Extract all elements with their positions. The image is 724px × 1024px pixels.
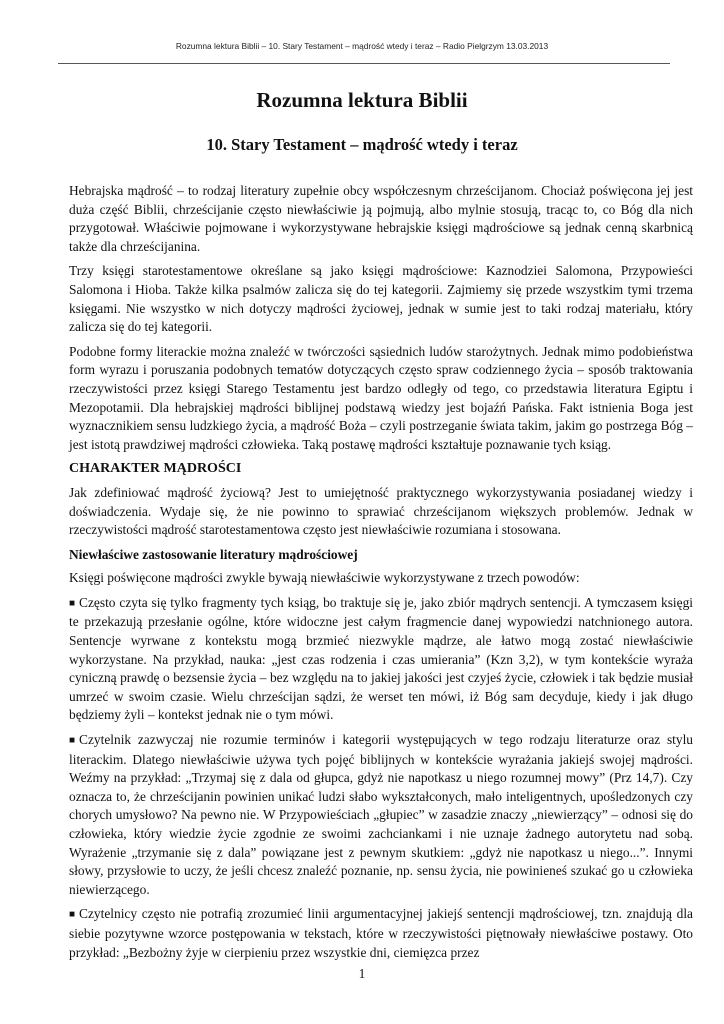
bullet-text: Czytelnicy często nie potrafią zrozumieć linii argumentacyjnej jakiejś sentencji mądrościowej, tzn. znajdują dla siebie pozytywne wzorce postępowania w tekstach, które w rzeczywistości piętnowały niewłaściwe postawy. Oto przykład: „Bezbożny żyje w cierpieniu przez wszystkie dni, ciemięzca przez [69, 906, 693, 960]
bullet-text: Czytelnik zazwyczaj nie rozumie terminów i kategorii występujących w tego rodzaju literaturze oraz stylu literackim. Dlatego niewłaściwie używa tych pojęć biblijnych w kontekście wyrażania jakiejś swojej mądrości. Weźmy na przykład: „Trzymaj się z dala od głupca, gdyż nie napotkasz u niego rozumnej mowy” (Prz 14,7). Czy oznacza to, że chrześcijanin powinien unikać ludzi słabo wykształconych, mało inteligentnych, upośledzonych czy chorych umysłowo? Na pewno nie. W Przypowieściach „głupiec” w zasadzie znaczy „niewierzący” – odnosi się do człowieka, który wiedzie życie zgodnie ze swoimi zachciankami i nie uznaje żadnego autorytetu nad sobą. Wyrażenie „trzymanie się z dala” powiązane jest z pewnym skutkiem: „gdyż nie napotkasz u niego...”. Innymi słowy, przysłowie to uczy, że jeśli chcesz znaleźć poznanie, np. sensu życia, nie powinieneś szukać go u człowieka niewierzącego. [69, 732, 693, 897]
paragraph-forms: Podobne formy literackie można znaleźć w twórczości sąsiednich ludów starożytnych. Jednak mimo podobieństwa form wyrazu i poruszania podobnych tematów dotyczących często spraw codziennego życia – sposób traktowania rzeczywistości przez księgi Starego Testamentu jest bardzo odległy od tego, co przedstawia literatura Egiptu i Mezopotamii. Dla hebrajskiej mądrości biblijnej podstawą wiedzy jest bojaźń Pańska. Fakt istnienia Boga jest wyznacznikiem sensu ludzkiego życia, a mądrość Boża – czyli postrzeganie świata takim, jakim go postrzega Bóg – jest istotą prawdziwej mądrości człowieka. Taką postawę mądrości kształtuje poznawanie tych ksiąg. [69, 343, 693, 452]
paragraph-intro: Hebrajska mądrość – to rodzaj literatury zupełnie obcy współczesnym chrześcijanom. Chociaż poświęcona jej jest duża część Biblii, chrześcijanie często niewłaściwie ją pojmują, albo mylnie stosują, tracąc to, co Bóg dla nich przygotował. Właściwie pojmowane i wykorzystywane hebrajskie księgi mądrościowe są jednak cenną skarbnicą także dla chrześcijanina. [69, 183, 693, 254]
paragraph-definition: Jak zdefiniować mądrość życiową? Jest to umiejętność praktycznego wykorzystywania posiadanej wiedzy i doświadczenia. Wydaje się, że nie powinno to sprawiać chrześcijanom większych problemów. Jednak w rzeczywistości mądrość starotestamentowa często jest niewłaściwie rozumiana i stosowana. [69, 484, 693, 538]
section-heading: CHARAKTER MĄDROŚCI [69, 461, 242, 477]
subsection-heading: Niewłaściwe zastosowanie literatury mądrościowej [69, 546, 358, 562]
page-number: 1 [358, 966, 366, 981]
bullet-item-terms [69, 731, 693, 899]
paragraph-reasons-intro: Księgi poświęcone mądrości zwykle bywają niewłaściwie wykorzystywane z trzech powodów: [69, 570, 580, 586]
bullet-item-argument [69, 905, 693, 962]
square-bullet-icon: ■ [69, 597, 76, 609]
running-header: Rozumna lektura Biblii – 10. Stary Testament – mądrość wtedy i teraz – Radio Pielgrzym 13.03.2013 [175, 41, 549, 51]
square-bullet-icon: ■ [69, 909, 76, 921]
header-rule [58, 63, 670, 64]
document-subtitle: 10. Stary Testament – mądrość wtedy i teraz [206, 135, 518, 154]
square-bullet-icon: ■ [69, 735, 76, 747]
paragraph-books: Trzy księgi starotestamentowe określane są jako księgi mądrościowe: Kaznodziei Salomona, Przypowieści Salomona i Hioba. Także kilka psalmów zalicza się do tej kategorii. Zajmiemy się przede wszystkim tymi trzema księgami. Nie wszystko w nich dotyczy mądrości życiowej, jednak w sumie jest to taki rodzaj materiału, który zalicza się do tej kategorii. [69, 263, 693, 335]
bullet-text: Często czyta się tylko fragmenty tych ksiąg, bo traktuje się je, jako zbiór mądrych sentencji. A tymczasem księgi te przekazują przesłanie ogólne, które widoczne jest całym fragmencie danej wypowiedzi natchnionego autora. Sentencje wyrwane z kontekstu mogą brzmieć niezwykle mądrze, ale łatwo mogą zostać niewłaściwie wykorzystane. Na przykład, nauka: „jest czas rodzenia i czas umierania” (Kzn 3,2), w tym kontekście wyraża cyniczną prawdę o bezsensie życia – bez względu na to jakiej jakości jest czyjeś życie, człowiek i tak będzie musiał umrzeć w swoim czasie. Wielu chrześcijan sądzi, że werset ten mówi, iż Bóg sam decyduje, kiedy i jak długo będziemy żyli – kontekst jednak nie o tym mówi. [69, 594, 693, 723]
document-title: Rozumna lektura Biblii [256, 88, 468, 112]
body-text [69, 182, 693, 968]
bullet-item-fragments [69, 594, 693, 725]
